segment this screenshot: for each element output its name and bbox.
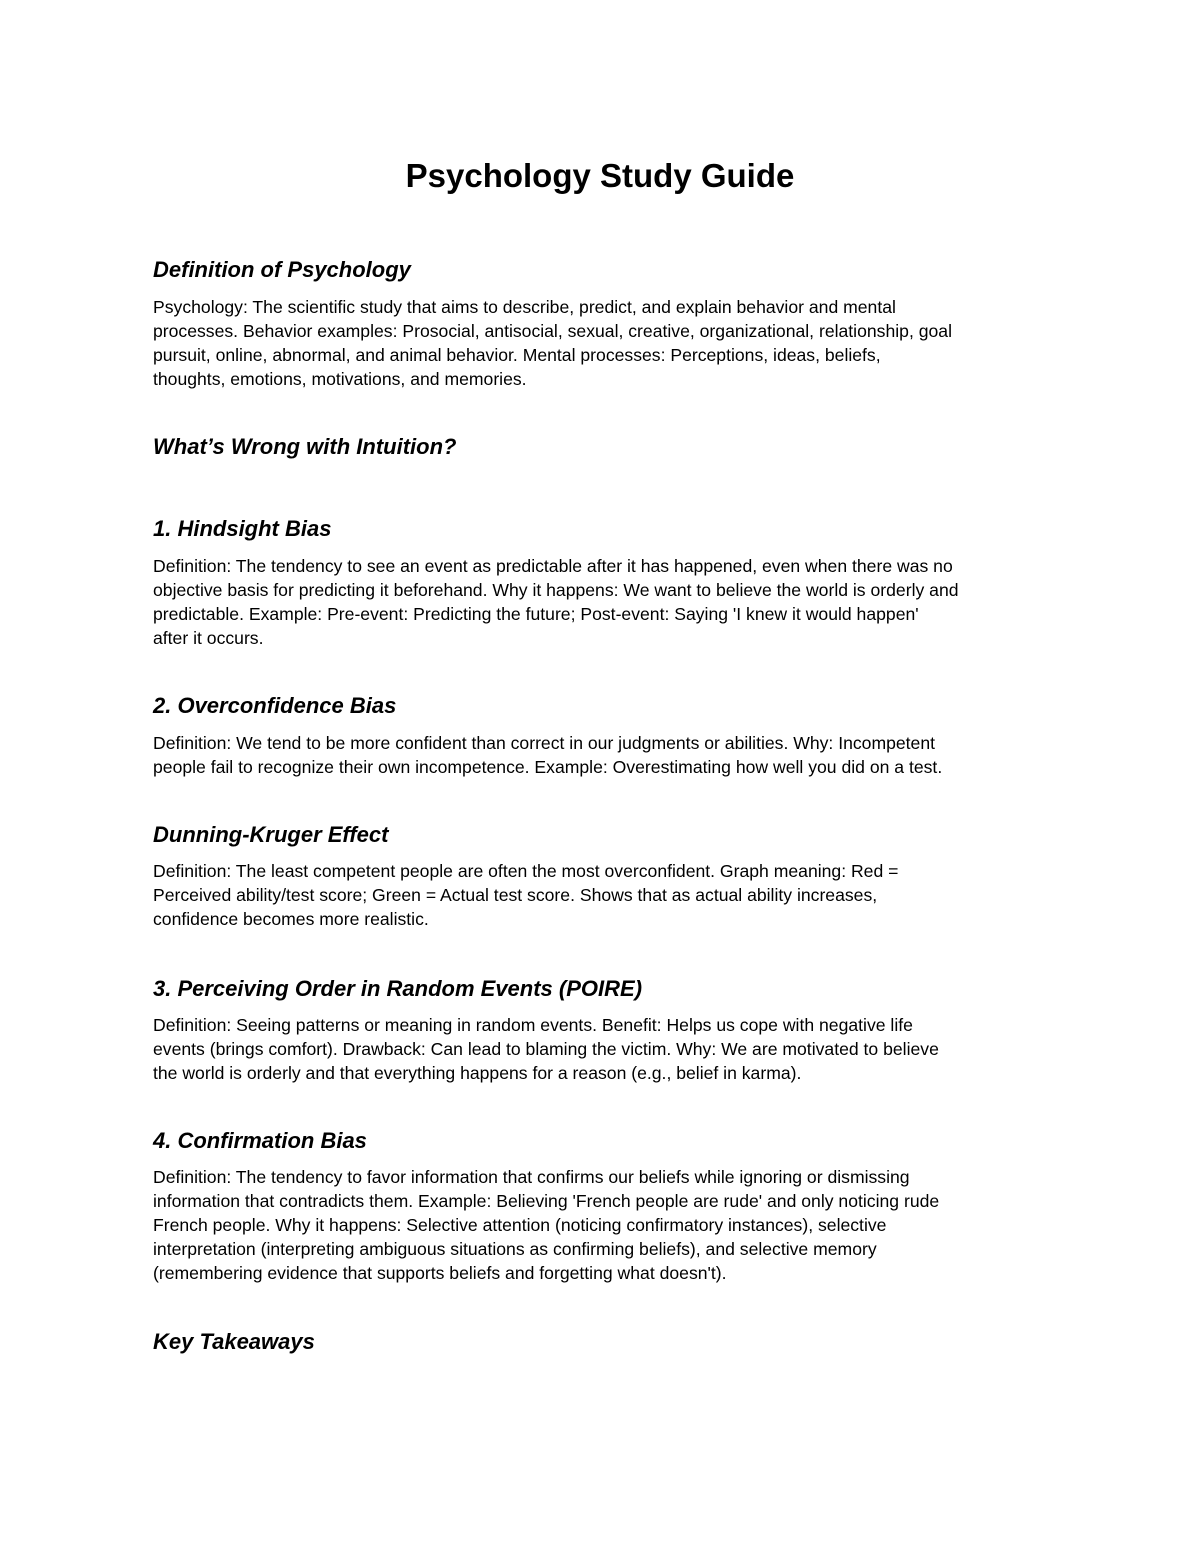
paragraph-line: events (brings comfort). Drawback: Can lead to blaming the victim. Why: We are motivated to believe [153,1039,939,1059]
paragraph-line: Definition: Seeing patterns or meaning in random events. Benefit: Helps us cope with negative life [153,1015,913,1035]
section-heading-overconfidence-bias: 2. Overconfidence Bias [153,693,397,718]
paragraph-line: information that contradicts them. Example: Believing 'French people are rude' and only noticing rude [153,1191,940,1211]
paragraph-line: French people. Why it happens: Selective attention (noticing confirmatory instances), selective [153,1215,887,1235]
paragraph-line: (remembering evidence that supports beliefs and forgetting what doesn't). [153,1263,727,1283]
paragraph-line: thoughts, emotions, motivations, and memories. [153,369,527,389]
paragraph-line: Perceived ability/test score; Green = Actual test score. Shows that as actual ability increases, [153,885,878,905]
paragraph-line: people fail to recognize their own incompetence. Example: Overestimating how well you did on a test. [153,757,943,777]
paragraph-line: Definition: The tendency to see an event as predictable after it has happened, even when there was no [153,556,953,576]
section-body-hindsight-bias [153,554,1053,650]
paragraph-line: after it occurs. [153,628,264,648]
section-heading-dunning-kruger-effect: Dunning-Kruger Effect [153,822,389,847]
section-heading-poire: 3. Perceiving Order in Random Events (POIRE) [153,976,643,1001]
section-heading-definition-of-psychology: Definition of Psychology [153,257,411,282]
paragraph-line: confidence becomes more realistic. [153,909,429,929]
paragraph-line: Definition: We tend to be more confident than correct in our judgments or abilities. Why: Incompetent [153,733,936,753]
page-title: Psychology Study Guide [405,157,795,194]
section-heading-whats-wrong-with-intuition: What’s Wrong with Intuition? [153,434,457,459]
paragraph-line: pursuit, online, abnormal, and animal behavior. Mental processes: Perceptions, ideas, beliefs, [153,345,881,365]
paragraph-line: Psychology: The scientific study that aims to describe, predict, and explain behavior and mental [153,297,896,317]
section-body-definition-of-psychology [153,295,1053,391]
section-body-dunning-kruger-effect [153,859,1053,931]
paragraph-line: objective basis for predicting it beforehand. Why it happens: We want to believe the world is orderly and [153,580,959,600]
section-body-confirmation-bias [153,1165,1053,1285]
paragraph-line: processes. Behavior examples: Prosocial, antisocial, sexual, creative, organizational, relationship, goal [153,321,952,341]
paragraph-line: interpretation (interpreting ambiguous situations as confirming beliefs), and selective memory [153,1239,877,1259]
paragraph-line: the world is orderly and that everything happens for a reason (e.g., belief in karma). [153,1063,802,1083]
section-body-poire [153,1013,1053,1085]
section-heading-key-takeaways: Key Takeaways [153,1329,315,1354]
paragraph-line: Definition: The least competent people are often the most overconfident. Graph meaning: Red = [153,861,899,881]
section-heading-hindsight-bias: 1. Hindsight Bias [153,516,332,541]
section-heading-confirmation-bias: 4. Confirmation Bias [153,1128,367,1153]
section-body-overconfidence-bias [153,731,1053,779]
paragraph-line: predictable. Example: Pre-event: Predicting the future; Post-event: Saying 'I knew it would happen' [153,604,919,624]
paragraph-line: Definition: The tendency to favor information that confirms our beliefs while ignoring or dismissing [153,1167,910,1187]
